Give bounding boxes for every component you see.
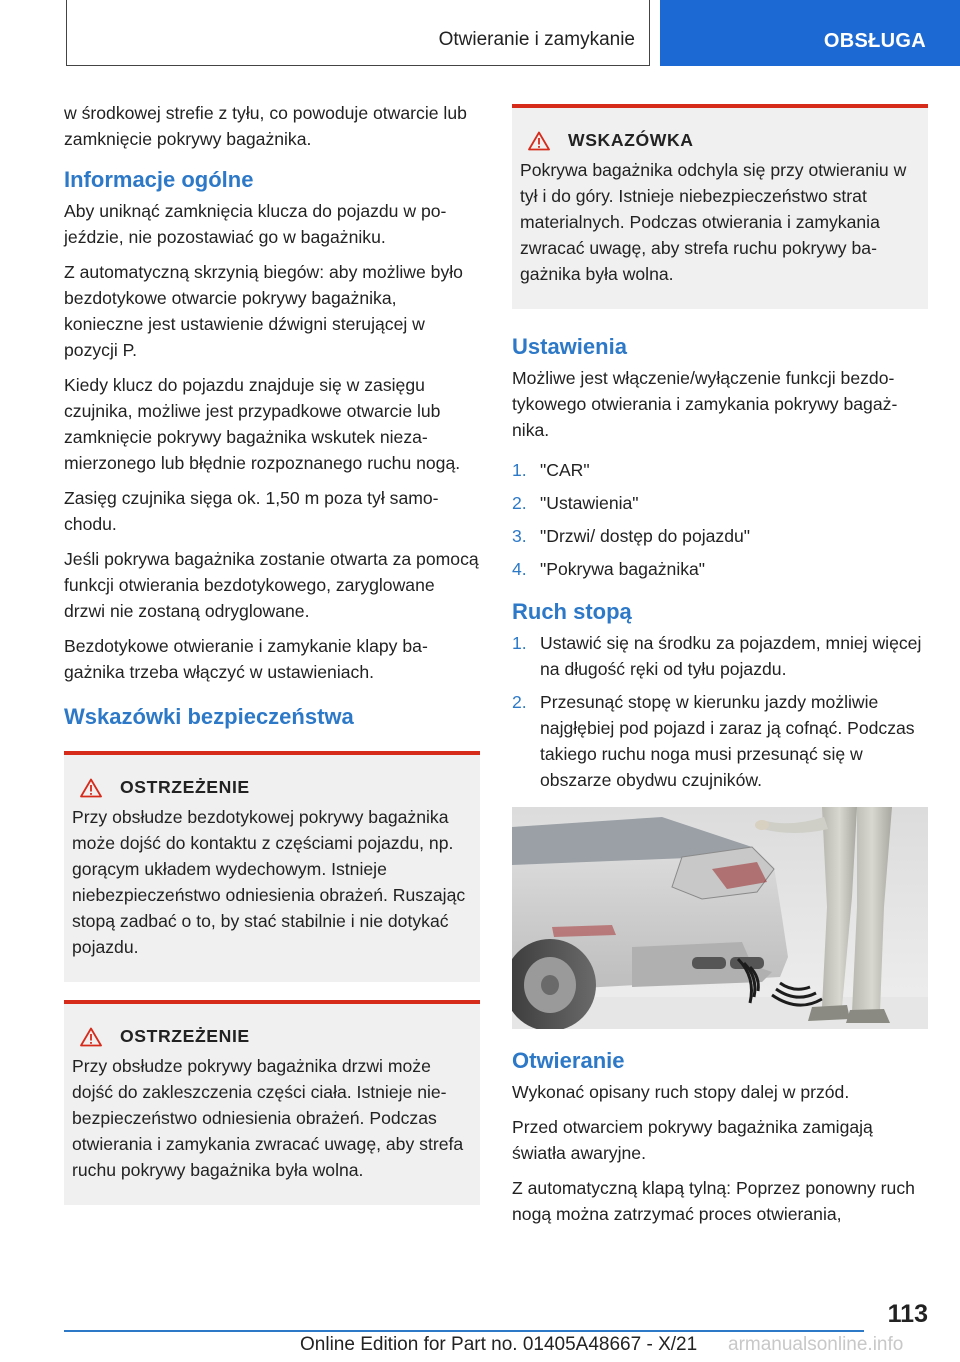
footer-watermark: armanualsonline.info <box>728 1334 904 1355</box>
foot-step <box>512 630 928 682</box>
opening-heading: Otwieranie <box>512 1048 625 1073</box>
warning-triangle-icon <box>80 778 102 798</box>
settings-step <box>512 556 928 582</box>
settings-step <box>512 457 928 483</box>
warning-text-1: Przy obsłudze bezdotykowej pokrywy bagażnika może dojść do kontaktu z częściami pojazdu, np. gorącym układem wydechowym. Istnieje niebezpieczeństwo odniesienia obrażeń. Ruszając stopą zadbać o to, by stać stabilnie i nie dotykać pojazdu. <box>72 807 466 957</box>
general-paragraph-4: Zasięg czujnika sięga ok. 1,50 m poza tył samochodu. <box>64 488 439 534</box>
settings-step-number: 1. <box>512 460 527 480</box>
left-column <box>64 100 480 1223</box>
warning-header-2 <box>80 1026 472 1047</box>
settings-step-number: 2. <box>512 493 527 513</box>
safety-heading: Wskazówki bezpieczeństwa <box>64 704 354 729</box>
general-paragraph-5: Jeśli pokrywa bagażnika zostanie otwarta za pomocą funkcji otwierania bezdotykowego, zaryglowane drzwi nie zostaną odryglowane. <box>64 549 479 621</box>
opening-paragraph-3: Z automatyczną klapą tylną: Poprzez ponowny ruch nogą można zatrzymać proces otwierania, <box>512 1178 915 1224</box>
warning-box-1 <box>64 751 480 982</box>
foot-steps-list <box>512 630 928 793</box>
general-paragraph-3: Kiedy klucz do pojazdu znajduje się w zasięgu czujnika, możliwe jest przypadkowe otwarcie lub zamknięcie pokrywy bagażnika wskutek niezamierzonego lub błędnie rozpoznanego ruchu nogą. <box>64 375 461 473</box>
warning-header-1 <box>80 777 472 798</box>
settings-step-number: 3. <box>512 526 527 546</box>
foot-step-number: 1. <box>512 633 527 653</box>
notice-title: WSKAZÓWKA <box>568 130 694 150</box>
warning-title-2: OSTRZEŻENIE <box>120 1026 250 1046</box>
warning-triangle-icon <box>528 131 550 151</box>
settings-steps-list <box>512 457 928 582</box>
opening-paragraph-2: Przed otwarciem pokrywy bagażnika zamigają światła awaryjne. <box>512 1117 873 1163</box>
car-rear-kick-illustration <box>512 807 928 1029</box>
settings-step-text: "Drzwi/ dostęp do pojazdu" <box>540 526 751 546</box>
general-paragraph-1: Aby uniknąć zamknięcia klucza do pojazdu w pojeździe, nie pozostawiać go w bagażniku. <box>64 201 447 247</box>
warning-triangle-icon <box>80 1027 102 1047</box>
intro-paragraph: w środkowej strefie z tyłu, co powoduje otwarcie lub zamknięcie pokrywy bagażnika. <box>64 103 467 149</box>
settings-paragraph: Możliwe jest włączenie/wyłączenie funkcji bezdotykowego otwierania i zamykania pokrywy bagażnika. <box>512 368 898 440</box>
foot-motion-illustration <box>512 807 928 1029</box>
notice-text: Pokrywa bagażnika odchyla się przy otwieraniu w tył i do góry. Istnieje niebezpieczeństwo strat materialnych. Podczas otwierania i zamykania zwracać uwagę, aby strefa ruchu pokrywy bagażnika była wolna. <box>520 160 907 284</box>
notice-header <box>528 130 920 151</box>
footer-divider <box>64 1330 864 1332</box>
warning-title-1: OSTRZEŻENIE <box>120 777 250 797</box>
page-number: 113 <box>887 1300 928 1328</box>
foot-step-text: Ustawić się na środku za pojazdem, mniej więcej na długość ręki od tyłu pojazdu. <box>540 633 922 679</box>
right-column <box>512 104 928 1236</box>
page-header <box>0 0 960 66</box>
settings-step-number: 4. <box>512 559 527 579</box>
general-paragraph-6: Bezdotykowe otwieranie i zamykanie klapy bagażnika trzeba włączyć w ustawieniach. <box>64 636 428 682</box>
header-section-box <box>66 0 650 66</box>
settings-step-text: "Ustawienia" <box>540 493 639 513</box>
foot-step-number: 2. <box>512 692 527 712</box>
settings-step-text: "Pokrywa bagażnika" <box>540 559 706 579</box>
header-section-title: Otwieranie i zamykanie <box>438 29 635 50</box>
settings-step <box>512 490 928 516</box>
settings-step-text: "CAR" <box>540 460 590 480</box>
header-chapter-tab[interactable] <box>660 0 960 66</box>
header-chapter-label: OBSŁUGA <box>823 30 926 52</box>
general-heading: Informacje ogólne <box>64 167 254 192</box>
foot-step-text: Przesunąć stopę w kierunku jazdy możliwie najgłębiej pod pojazd i zaraz ją cofnąć. Podczas takiego ruchu noga musi przesunąć się w obszarze obydwu czujników. <box>540 692 915 790</box>
warning-box-2 <box>64 1000 480 1205</box>
foot-motion-heading: Ruch stopą <box>512 599 632 624</box>
warning-text-2: Przy obsłudze pokrywy bagażnika drzwi może dojść do zakleszczenia części ciała. Istnieje niebezpieczeństwo odniesienia obrażeń. Podczas otwierania i zamykania zwracać uwagę, aby strefa ruchu pokrywy bagażnika była wolna. <box>72 1056 464 1180</box>
settings-step <box>512 523 928 549</box>
foot-step <box>512 689 928 793</box>
footer-edition: Online Edition for Part no. 01405A48667 - X/21 <box>300 1334 698 1355</box>
notice-box <box>512 104 928 309</box>
opening-paragraph-1: Wykonać opisany ruch stopy dalej w przód. <box>512 1082 850 1102</box>
settings-heading: Ustawienia <box>512 334 627 359</box>
general-paragraph-2: Z automatyczną skrzynią biegów: aby możliwe było bezdotykowe otwarcie pokrywy bagażnika, konieczne jest ustawienie dźwigni sterującej w pozycji P. <box>64 262 463 360</box>
